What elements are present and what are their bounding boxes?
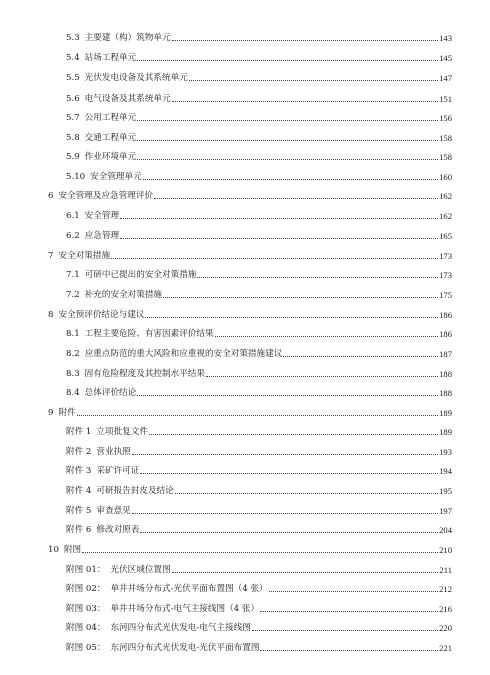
dot-leader [215, 336, 439, 337]
toc-entry-6 [48, 188, 452, 202]
dot-leader [132, 513, 438, 514]
dot-leader [137, 120, 438, 121]
toc-entry-page: 173 [439, 251, 452, 261]
dot-leader [172, 572, 439, 573]
toc-entry-title: 安全预评价结论与建议 [58, 310, 145, 320]
dot-leader [269, 591, 438, 592]
toc-entry-title: 修改对照表 [96, 525, 140, 535]
toc-entry-title: 可研中已提出的安全对策措施 [84, 270, 197, 280]
toc-entry-page: 195 [439, 486, 452, 496]
dot-leader [163, 297, 438, 298]
toc-entry-title: 可研报告封皮及结论 [96, 486, 174, 496]
toc-entry-page: 145 [439, 53, 452, 63]
toc-entry-10 [48, 542, 452, 556]
toc-entry-8-2 [66, 346, 452, 360]
toc-entry-6-1 [66, 208, 452, 222]
toc-entry-page: 189 [439, 408, 452, 418]
toc-entry-6-2 [66, 228, 452, 242]
dot-leader [140, 473, 438, 474]
toc-entry-page: 189 [439, 427, 452, 437]
toc-entry-page: 160 [439, 172, 452, 182]
toc-entry-title: 安全对策措施 [58, 251, 111, 261]
toc-entry-page: 193 [439, 447, 452, 457]
toc-entry-page: 162 [439, 211, 452, 221]
toc-entry-page: 216 [439, 604, 452, 614]
toc-entry-figure-01 [66, 562, 452, 576]
dot-leader [172, 40, 438, 41]
toc-entry-attachment-3 [66, 463, 452, 477]
toc-entry-attachment-5 [66, 503, 452, 517]
toc-entry-page: 210 [439, 545, 452, 555]
toc-entry-page: 156 [439, 113, 452, 123]
toc-entry-title: 采矿许可证 [96, 466, 140, 476]
toc-entry-title: 东河四分布式光伏发电-电气主接线图 [110, 623, 251, 633]
toc-entry-5-9 [66, 149, 452, 163]
toc-entry-title: 单井井场分布式-光伏平面布置图（4 张） [110, 584, 268, 594]
toc-entry-figure-04 [66, 620, 452, 634]
toc-entry-number: 5.8 [66, 133, 80, 143]
toc-entry-number: 7.2 [66, 290, 80, 300]
toc-entry-page: 151 [439, 94, 452, 104]
toc-entry-title: 安全管理单元 [90, 172, 142, 182]
dot-leader [149, 434, 438, 435]
toc-entry-page: 162 [439, 191, 452, 201]
toc-entry-number: 5.3 [66, 33, 80, 43]
toc-entry-page: 194 [439, 466, 452, 476]
dot-leader [145, 317, 438, 318]
toc-entry-title: 安全管理及应急管理评价 [58, 191, 154, 201]
toc-entry-page: 158 [439, 133, 452, 143]
toc-entry-number: 7.1 [66, 270, 80, 280]
toc-entry-page: 212 [439, 584, 452, 594]
dot-leader [137, 140, 438, 141]
dot-leader [120, 218, 438, 219]
toc-entry-number: 5.5 [66, 73, 80, 83]
toc-entry-title: 东河四分布式光伏发电-光伏平面布置图 [110, 643, 260, 653]
toc-entry-5-10 [66, 169, 452, 183]
toc-entry-page: 188 [439, 369, 452, 379]
toc-entry-number: 附图 05： [66, 643, 106, 653]
dot-leader [197, 277, 438, 278]
dot-leader [154, 198, 438, 199]
toc-entry-attachment-2 [66, 444, 452, 458]
toc-entry-page: 186 [439, 329, 452, 339]
toc-entry-title: 总体评价结论 [84, 388, 137, 398]
toc-entry-page: 204 [439, 525, 452, 535]
toc-entry-title: 安全管理 [84, 211, 120, 221]
toc-entry-title: 营业执照 [96, 447, 131, 457]
toc-entry-page: 173 [439, 270, 452, 280]
toc-entry-number: 7 [48, 251, 54, 261]
dot-leader [260, 611, 438, 612]
toc-entry-5-3 [66, 30, 452, 44]
dot-leader [189, 80, 438, 81]
toc-entry-title: 补充的安全对策措施 [84, 290, 163, 300]
toc-entry-number: 附图 03： [66, 604, 106, 614]
toc-entry-title: 应急管理 [84, 231, 120, 241]
dot-leader [172, 101, 438, 102]
toc-entry-5-7 [66, 110, 452, 124]
toc-entry-number: 6.1 [66, 211, 80, 221]
toc-entry-8 [48, 307, 452, 321]
toc-entry-page: 220 [439, 623, 452, 633]
toc-entry-figure-03 [66, 601, 452, 615]
toc-entry-page: 187 [439, 349, 452, 359]
dot-leader [111, 258, 438, 259]
toc-entry-number: 8.1 [66, 329, 80, 339]
toc-entry-title: 站场工程单元 [84, 53, 137, 63]
toc-entry-title: 单井井场分布式-电气主接线图（4 张） [110, 604, 260, 614]
toc-entry-title: 立项批复文件 [96, 427, 148, 437]
toc-entry-number: 8.2 [66, 349, 80, 359]
toc-entry-page: 175 [439, 290, 452, 300]
dot-leader [206, 376, 438, 377]
toc-entry-title: 作业环境单元 [84, 152, 137, 162]
toc-entry-number: 附件 1 [66, 427, 92, 437]
toc-entry-number: 附件 2 [66, 447, 92, 457]
dot-leader [283, 356, 438, 357]
toc-entry-number: 6.2 [66, 231, 80, 241]
toc-entry-title: 公用工程单元 [84, 113, 137, 123]
toc-entry-number: 6 [48, 191, 54, 201]
dot-leader [132, 454, 438, 455]
toc-entry-figure-02 [66, 581, 452, 595]
toc-entry-title: 主要建（构）筑物单元 [84, 33, 171, 43]
toc-entry-figure-05 [66, 640, 452, 654]
toc-entry-page: 165 [439, 231, 452, 241]
toc-entry-number: 5.10 [66, 172, 86, 182]
dot-leader [120, 238, 438, 239]
toc-entry-page: 143 [439, 33, 452, 43]
dot-leader [252, 630, 438, 631]
toc-entry-number: 10 [48, 545, 59, 555]
toc-entry-7-2 [66, 287, 452, 301]
toc-entry-number: 附图 04： [66, 623, 106, 633]
toc-entry-7-1 [66, 267, 452, 281]
toc-entry-number: 5.9 [66, 152, 80, 162]
toc-entry-attachment-1 [66, 424, 452, 438]
toc-entry-title: 附图 [63, 545, 82, 555]
dot-leader [143, 179, 438, 180]
dot-leader [137, 395, 438, 396]
toc-entry-number: 5.6 [66, 94, 80, 104]
dot-leader [175, 493, 438, 494]
toc-entry-5-8 [66, 130, 452, 144]
toc-entry-7 [48, 248, 452, 262]
toc-entry-title: 固有危险程度及其控制水平结果 [84, 369, 205, 379]
toc-entry-title: 审查意见 [96, 506, 131, 516]
toc-entry-number: 附件 3 [66, 466, 92, 476]
dot-leader [77, 415, 438, 416]
toc-entry-page: 221 [439, 643, 452, 653]
dot-leader [137, 60, 438, 61]
toc-entry-page: 211 [439, 565, 452, 575]
toc-entry-number: 附图 02： [66, 584, 106, 594]
toc-entry-number: 5.7 [66, 113, 80, 123]
dot-leader [140, 532, 438, 533]
toc-entry-title: 电气设备及其系统单元 [84, 94, 171, 104]
toc-entry-title: 应重点防范的重大风险和应重视的安全对策措施建议 [84, 349, 283, 359]
toc-entry-number: 8.4 [66, 388, 80, 398]
toc-entry-number: 8.3 [66, 369, 80, 379]
toc-entry-title: 光伏发电设备及其系统单元 [84, 73, 188, 83]
toc-entry-8-1 [66, 326, 452, 340]
toc-entry-page: 186 [439, 310, 452, 320]
toc-entry-5-5 [66, 70, 452, 84]
toc-entry-number: 附图 01： [66, 565, 106, 575]
dot-leader [82, 552, 438, 553]
toc-entry-title: 光伏区域位置图 [110, 565, 171, 575]
toc-entry-number: 附件 4 [66, 486, 92, 496]
toc-entry-attachment-6 [66, 522, 452, 536]
toc-entry-number: 5.4 [66, 53, 80, 63]
toc-entry-page: 197 [439, 506, 452, 516]
toc-entry-title: 附件 [58, 408, 76, 418]
toc-entry-number: 附件 5 [66, 506, 92, 516]
toc-entry-page: 188 [439, 388, 452, 398]
toc-entry-page: 158 [439, 152, 452, 162]
toc-entry-5-4 [66, 50, 452, 64]
toc-entry-title: 工程主要危险、有害因素评价结果 [84, 329, 214, 339]
toc-entry-attachment-4 [66, 483, 452, 497]
toc-entry-number: 8 [48, 310, 54, 320]
toc-entry-title: 交通工程单元 [84, 133, 137, 143]
toc-entry-8-3 [66, 366, 452, 380]
toc-entry-number: 附件 6 [66, 525, 92, 535]
toc-entry-5-6 [66, 91, 452, 105]
dot-leader [260, 650, 438, 651]
dot-leader [137, 159, 438, 160]
toc-entry-8-4 [66, 385, 452, 399]
toc-entry-page: 147 [439, 73, 452, 83]
toc-entry-9 [48, 405, 452, 419]
toc-entry-number: 9 [48, 408, 54, 418]
